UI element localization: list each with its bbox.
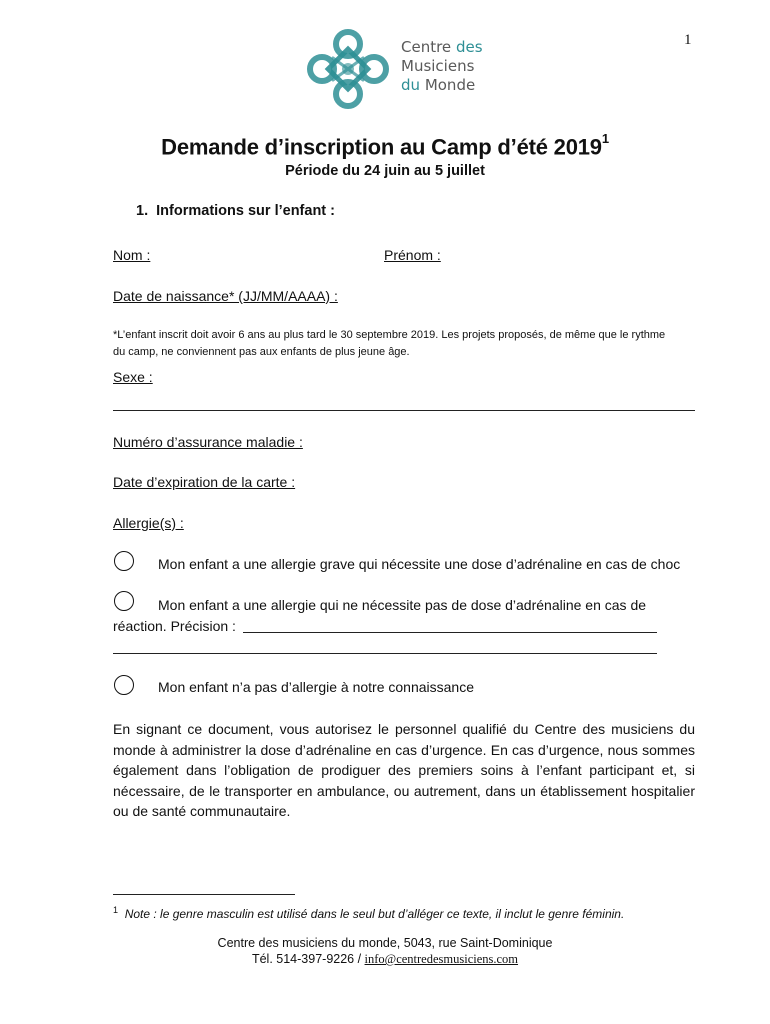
- logo-word-monde: Monde: [424, 76, 476, 94]
- no-allergy-label: Mon enfant n’a pas d’allergie à notre connaissance: [158, 679, 474, 695]
- allergy-precision-label: réaction. Précision :: [113, 618, 236, 634]
- document-title: [0, 131, 770, 160]
- section-heading: 1. Informations sur l’enfant :: [136, 203, 335, 219]
- precision-line-1[interactable]: [243, 632, 657, 633]
- no-allergy-radio[interactable]: [114, 675, 134, 695]
- allergy-mild-radio[interactable]: [114, 591, 134, 611]
- naissance-label: Date de naissance* (JJ/MM/AAAA) :: [113, 288, 338, 304]
- logo-word-centre: Centre: [401, 38, 452, 56]
- assurance-label: Numéro d’assurance maladie :: [113, 434, 303, 450]
- footer-address: Centre des musiciens du monde, 5043, rue Saint-Dominique: [217, 936, 553, 950]
- allergy-mild-label: Mon enfant a une allergie qui ne nécessite pas de dose d’adrénaline en cas de: [158, 597, 647, 613]
- sexe-label: Sexe :: [113, 369, 153, 385]
- allergies-label: Allergie(s) :: [113, 515, 184, 531]
- footnote-text: Note : le genre masculin est utilisé dans le seul but d’alléger ce texte, il inclut le genre féminin.: [124, 907, 625, 921]
- footer-contact: [0, 952, 770, 967]
- expiration-label: Date d’expiration de la carte :: [113, 474, 296, 490]
- title-text: Demande d’inscription au Camp d’été 2019: [161, 134, 602, 160]
- sexe-line: [113, 410, 695, 411]
- logo-wordmark: [401, 38, 483, 95]
- logo-word-musiciens: Musiciens: [401, 57, 475, 75]
- allergy-severe-label: Mon enfant a une allergie grave qui nécessite une dose d’adrénaline en cas de choc: [158, 556, 681, 572]
- allergy-severe-radio[interactable]: [114, 551, 134, 571]
- footer-email-link[interactable]: info@centredesmusiciens.com: [364, 952, 519, 966]
- nom-label: Nom :: [113, 247, 151, 263]
- footnote: [113, 905, 624, 921]
- naissance-note-line1: *L’enfant inscrit doit avoir 6 ans au plus tard le 30 septembre 2019. Les projets proposés, de même que le rythme: [113, 329, 666, 341]
- prenom-label: Prénom :: [384, 247, 441, 263]
- page-number: 1: [684, 32, 692, 48]
- consent-paragraph: En signant ce document, vous autorisez le personnel qualifié du Centre des musiciens du monde à administrer la dose d’adrénaline en cas d’urgence. En cas d’urgence, nous sommes également dans l’obligation de prodiguer des premiers soins à l’enfant participant et, si nécessaire, de le transporter en ambulance, ou autrement, dans un établissement hospitalier ou de santé communautaire.: [113, 721, 695, 819]
- naissance-note: [113, 327, 665, 361]
- logo-word-du: du: [401, 76, 421, 94]
- naissance-note-line2: du camp, ne conviennent pas aux enfants de plus jeune âge.: [113, 346, 410, 358]
- footer-phone: Tél. 514-397-9226 /: [251, 952, 365, 966]
- logo-word-des: des: [455, 38, 483, 56]
- footnote-separator: [113, 894, 295, 895]
- precision-line-2[interactable]: [113, 653, 657, 654]
- title-footnote-mark: 1: [601, 131, 609, 146]
- footnote-mark: 1: [113, 905, 119, 915]
- document-subtitle: Période du 24 juin au 5 juillet: [285, 163, 485, 179]
